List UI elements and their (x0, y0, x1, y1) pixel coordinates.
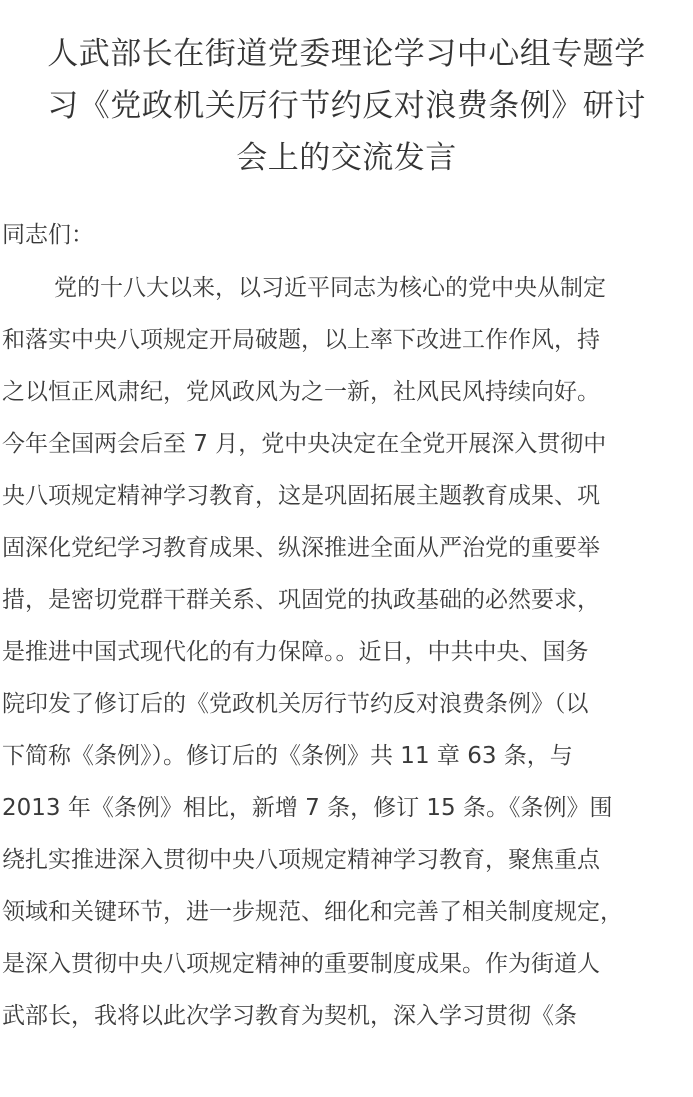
body-line: 党的十八大以来，以习近平同志为核心的党中央从制定 (54, 275, 606, 301)
body-line: 是推进中国式现代化的有力保障。。近日，中共中央、国务 (2, 639, 589, 665)
body-line: 是深入贯彻中央八项规定精神的重要制度成果。作为街道人 (2, 951, 600, 977)
salutation: 同志们： (2, 222, 94, 248)
body-line: 院印发了修订后的《党政机关厉行节约反对浪费条例》（以 (2, 691, 589, 717)
title-line: 人武部长在街道党委理论学习中心组专题学 (47, 36, 646, 72)
body-line: 今年全国两会后至 7 月，党中央决定在全党开展深入贯彻中 (2, 431, 607, 457)
body-line: 下简称《条例》）。修订后的《条例》共 11 章 63 条，与 (2, 743, 573, 769)
title-line: 会上的交流发言 (236, 140, 457, 176)
body-paragraph (2, 262, 693, 1042)
body-line: 武部长，我将以此次学习教育为契机，深入学习贯彻《条 (2, 1003, 577, 1029)
body-line: 固深化党纪学习教育成果、纵深推进全面从严治党的重要举 (2, 535, 600, 561)
title-line: 习《党政机关厉行节约反对浪费条例》研讨 (47, 88, 646, 124)
body-line: 2013 年《条例》相比，新增 7 条，修订 15 条。《条例》围 (2, 795, 613, 821)
document-title (0, 28, 693, 184)
body-line: 和落实中央八项规定开局破题，以上率下改进工作作风，持 (2, 327, 600, 353)
body-line: 之以恒正风肃纪，党风政风为之一新，社风民风持续向好。 (2, 379, 600, 405)
body-line: 领域和关键环节，进一步规范、细化和完善了相关制度规定， (2, 899, 623, 925)
body-line: 措，是密切党群干群关系、巩固党的执政基础的必然要求， (2, 587, 600, 613)
body-line: 绕扎实推进深入贯彻中央八项规定精神学习教育，聚焦重点 (2, 847, 600, 873)
body-line: 央八项规定精神学习教育，这是巩固拓展主题教育成果、巩 (2, 483, 600, 509)
